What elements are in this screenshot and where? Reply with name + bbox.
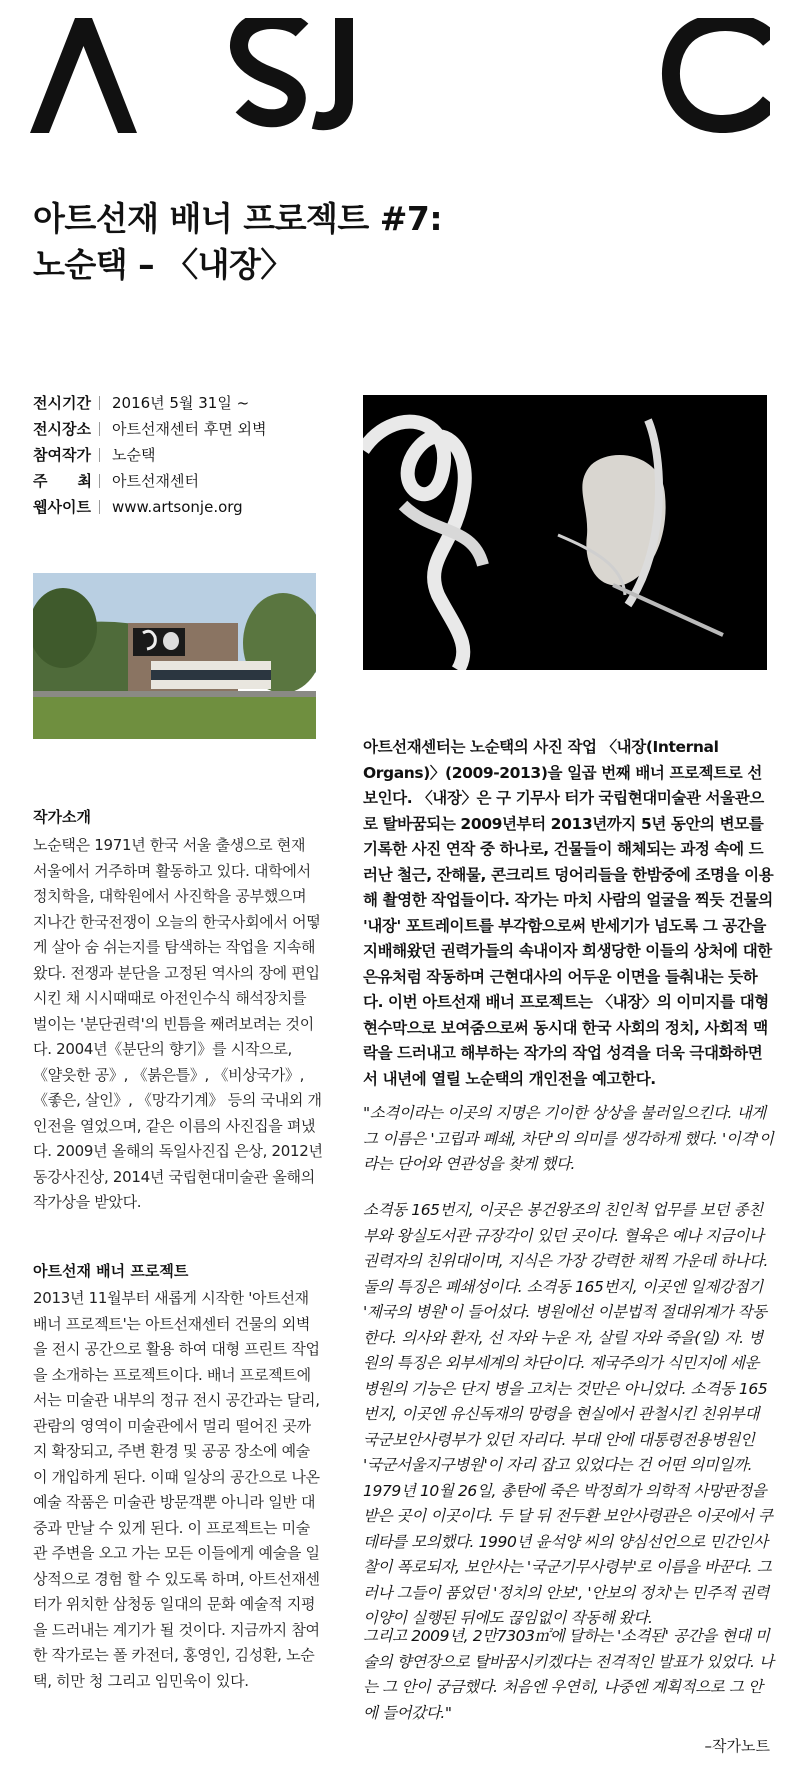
exhibition-info bbox=[33, 390, 266, 520]
info-label: 전시장소 bbox=[33, 420, 91, 438]
info-label: 참여작가 bbox=[33, 446, 91, 464]
info-label: 주 최 bbox=[33, 472, 92, 490]
info-label: 전시기간 bbox=[33, 394, 91, 412]
page-title bbox=[33, 196, 442, 288]
website-link[interactable]: www.artsonje.org bbox=[112, 498, 243, 516]
internal-organs-photo bbox=[363, 395, 767, 670]
quote-paragraph-1: "소격이라는 이곳의 지명은 기이한 상상을 불러일으킨다. 내게 그 이름은 '고립과 폐쇄, 차단'의 의미를 생각하게 했다. '이격'이라는 단어와 연관성을 찾게 했다. bbox=[363, 1104, 774, 1173]
info-value: 노순택 bbox=[112, 446, 156, 464]
info-row-venue bbox=[33, 416, 266, 442]
quote-paragraph-2: 소격동 165번지, 이곳은 봉건왕조의 친인척 업무를 보던 종친부와 왕실도서관 규장각이 있던 곳이다. 혈육은 예나 지금이나 권력자의 친위대이며, 지식은 가장 강력한 채찍 가운데 하나다. 둘의 특징은 폐쇄성이다. 소격동 165번지, 이곳엔 일제강점기 '제국의 병원'이 들어섰다. 병원에선 이분법적 절대위계가 작동한다. 의사와 환자, 선 자와 누운 자, 살릴 자와 죽을(일) 자. 병원의 특징은 외부세계의 차단이다. 제국주의가 식민지에 세운 병원의 기능은 단지 병을 고치는 것만은 아니었다. 소격동 165번지, 이곳엔 유신독재의 망령을 현실에서 관철시킨 친위부대 국군보안사령부가 있던 자리다. 부대 안에 대통령전용병원인 '국군서울지구병원'이 자리 잡고 있었다는 건 어떤 의미일까. 1979년 10월 26일, 총탄에 죽은 박정희가 의학적 사망판정을 받은 곳이 이곳이다. 두 달 뒤 전두환 보안사령관은 이곳에서 쿠데타를 모의했다. 1990년 윤석양 씨의 양심선언으로 민간인사찰이 폭로되자, 보안사는 '국군기무사령부'로 이름을 바꾼다. 그러나 그들이 품었던 '정치의 안보', '안보의 정치'는 민주적 권력이양이 실행된 뒤에도 끊임없이 작동해 왔다. bbox=[363, 1201, 773, 1627]
info-value: 2016년 5월 31일 ~ bbox=[112, 394, 250, 412]
info-row-period bbox=[33, 390, 266, 416]
info-row-organizer bbox=[33, 468, 266, 494]
info-row-website bbox=[33, 494, 266, 520]
info-label: 웹사이트 bbox=[33, 498, 91, 516]
banner-project-heading: 아트선재 배너 프로젝트 bbox=[33, 1262, 189, 1280]
asjc-logo bbox=[30, 18, 770, 133]
info-row-artist bbox=[33, 442, 266, 468]
logo-letter-a bbox=[30, 18, 137, 133]
info-value: 아트선재센터 bbox=[112, 472, 199, 490]
logo-letter-c bbox=[671, 22, 770, 124]
info-value: 아트선재센터 후면 외벽 bbox=[112, 420, 267, 438]
logo-letter-s bbox=[239, 20, 302, 118]
exhibition-intro: 아트선재센터는 노순택의 사진 작업 〈내장(Internal Organs)〉(2009-2013)을 일곱 번째 배너 프로젝트로 선보인다. 〈내장〉은 구 기무사 터가 국립현대미술관 서울관으로 탈바꿈되는 2009년부터 2013년까지 5년 동안의 변모를 기록한 사진 연작 중 하나로, 건물들이 해체되는 과정 속에 드러난 철근, 잔해물, 콘크리트 덩어리들을 한밤중에 조명을 이용해 촬영한 작업들이다. 작가는 마치 사람의 얼굴을 찍듯 건물의 '내장' 포트레이트를 부각함으로써 반세기가 넘도록 그 공간을 지배해왔던 권력가들의 속내이자 희생당한 이들의 상처에 대한 은유처럼 작동하며 근현대사의 어두운 이면을 들춰내는 듯하다. 이번 아트선재 배너 프로젝트는 〈내장〉의 이미지를 대형 현수막으로 보여줌으로써 동시대 한국 사회의 정치, 사회적 맥락을 드러내고 해부하는 작가의 작업 성격을 더욱 극대화하면서 내년에 열릴 노순택의 개인전을 예고한다. bbox=[363, 738, 774, 1088]
title-line-1: 아트선재 배너 프로젝트 #7: bbox=[33, 199, 443, 238]
quote-credit: –작가노트 bbox=[704, 1737, 770, 1755]
building-photo bbox=[33, 573, 316, 739]
title-line-2: 노순택 – 〈내장〉 bbox=[33, 245, 293, 284]
quote-paragraph-3: 그리고 2009년, 2만7303㎡에 달하는 '소격된' 공간을 현대 미술의 향연장으로 탈바꿈시키겠다는 전격적인 발표가 있었다. 나는 그 안이 궁금했다. 처음엔 우연히, 나중엔 계획적으로 그 안에 들어갔다." bbox=[363, 1627, 774, 1722]
artist-bio: 노순택은 1971년 한국 서울 출생으로 현재 서울에서 거주하며 활동하고 있다. 대학에서 정치학을, 대학원에서 사진학을 공부했으며 지나간 한국전쟁이 오늘의 한국사회에서 어떻게 살아 숨 쉬는지를 탐색하는 작업을 지속해 왔다. 전쟁과 분단을 고정된 역사의 장에 편입시킨 채 시시때때로 아전인수식 해석장치를 벌이는 '분단권력'의 빈틈을 째려보려는 것이다. 2004년《분단의 향기》를 시작으로, 《얄읏한 공》, 《붉은틀》, 《비상국가》, 《좋은, 살인》, 《망각기계》 등의 국내외 개인전을 열었으며, 같은 이름의 사진집을 펴냈다. 2009년 올해의 독일사진집 은상, 2012년 동강사진상, 2014년 국립현대미술관 올해의 작가상을 받았다. bbox=[33, 836, 323, 1211]
banner-project-description: 2013년 11월부터 새롭게 시작한 '아트선재 배너 프로젝트'는 아트선재센터 건물의 외벽을 전시 공간으로 활용 하여 대형 프린트 작업을 소개하는 프로젝트이다. 배너 프로젝트에서는 미술관 내부의 정규 전시 공간과는 달리, 관람의 영역이 미술관에서 멀리 떨어진 곳까지 확장되고, 주변 환경 및 공공 장소에 예술이 개입하게 된다. 이때 일상의 공간으로 나온 예술 작품은 미술관 방문객뿐 아니라 일반 대중과 만날 수 있게 된다. 이 프로젝트는 미술관 주변을 오고 가는 모든 이들에게 예술을 일상적으로 경험 할 수 있도록 하며, 아트선재센터가 위치한 삼청동 일대의 문화 예술적 지평을 드러내는 계기가 될 것이다. 지금까지 참여한 작가로는 폴 카전더, 홍영인, 김성환, 노순택, 히만 청 그리고 임민욱이 있다. bbox=[33, 1289, 320, 1690]
logo-letter-j bbox=[314, 18, 344, 121]
artist-heading: 작가소개 bbox=[33, 808, 91, 826]
